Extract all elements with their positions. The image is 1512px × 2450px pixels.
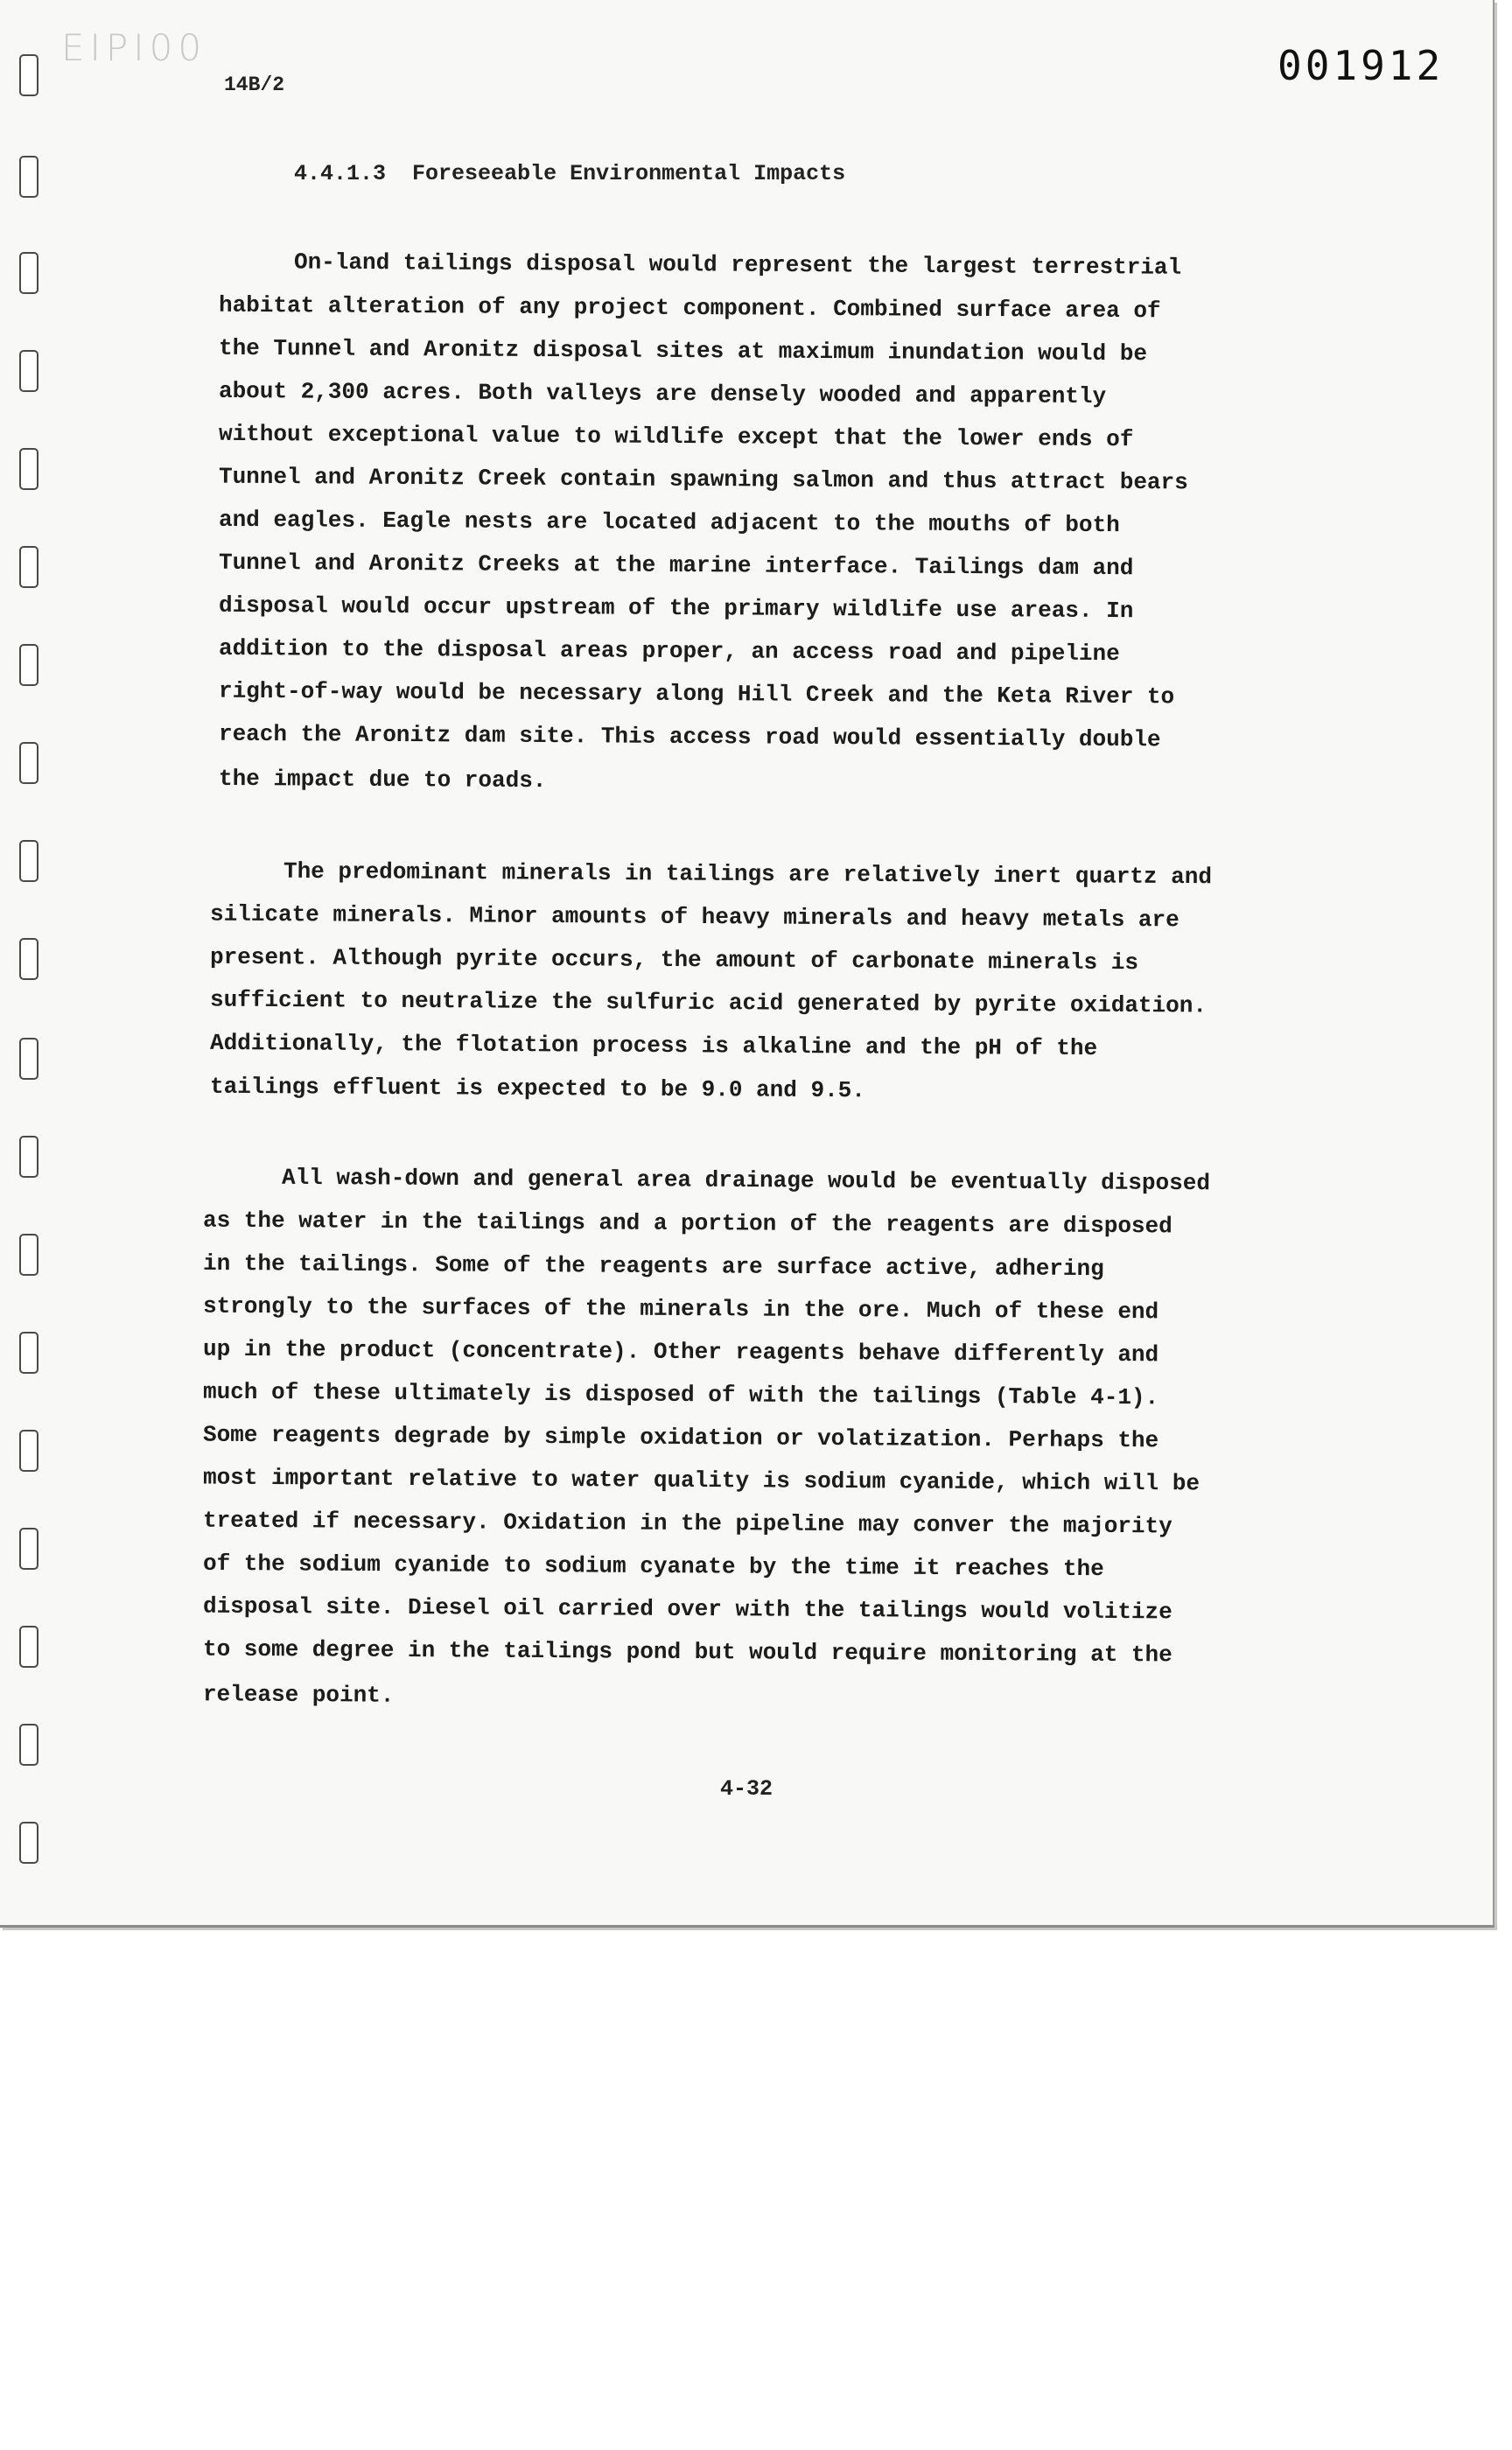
text-line: right-of-way would be necessary along Hill Creek and the Keta River to [218, 677, 1175, 710]
section-title: Foreseeable Environmental Impacts [412, 161, 846, 186]
text-line: to some degree in the tailings pond but would require monitoring at the [202, 1635, 1172, 1669]
binder-hole [19, 1332, 38, 1374]
binder-hole [19, 1038, 38, 1080]
binder-hole [19, 1430, 38, 1472]
text-line: The predominant minerals in tailings are relatively inert quartz and [283, 858, 1213, 891]
section-number: 4.4.1.3 [294, 161, 387, 186]
binder-hole [19, 252, 38, 294]
text-line: disposal site. Diesel oil carried over with the tailings would volitize [202, 1592, 1172, 1626]
text-line: and eagles. Eagle nests are located adjacent to the mouths of both [218, 506, 1120, 539]
text-line: without exceptional value to wildlife except that the lower ends of [218, 420, 1134, 453]
text-line: release point. [202, 1681, 395, 1709]
text-line: much of these ultimately is disposed of with the tailings (Table 4-1). [202, 1378, 1159, 1411]
binder-hole [19, 938, 38, 980]
text-line: Some reagents degrade by simple oxidation or volatization. Perhaps the [202, 1421, 1159, 1454]
corner-stamp: EIPI00 [61, 26, 207, 69]
text-line: sufficient to neutralize the sulfuric acid generated by pyrite oxidation. [209, 986, 1208, 1019]
binder-hole [19, 54, 38, 96]
text-line: strongly to the surfaces of the minerals in the ore. Much of these end [202, 1292, 1159, 1326]
binder-hole [19, 1234, 38, 1276]
binder-hole [19, 644, 38, 686]
text-line: On-land tailings disposal would represent the largest terrestrial [293, 248, 1182, 281]
text-line: most important relative to water quality is sodium cyanide, which will be [202, 1464, 1200, 1497]
binder-hole [19, 1626, 38, 1668]
text-line: about 2,300 acres. Both valleys are densely wooded and apparently [218, 377, 1107, 410]
text-line: habitat alteration of any project component. Combined surface area of [218, 291, 1161, 325]
text-line: up in the product (concentrate). Other reagents behave differently and [202, 1335, 1159, 1368]
binder-hole [19, 1724, 38, 1766]
binder-hole [19, 448, 38, 490]
text-line: of the sodium cyanide to sodium cyanate by the time it reaches the [202, 1550, 1104, 1583]
text-line: Additionally, the flotation process is alkaline and the pH of the [209, 1029, 1098, 1062]
binder-hole [19, 546, 38, 588]
page-number: 4-32 [720, 1776, 774, 1802]
binder-hole [19, 840, 38, 882]
binder-hole [19, 742, 38, 784]
text-line: All wash-down and general area drainage would be eventually disposed [281, 1164, 1211, 1197]
bates-number: 001912 [1278, 42, 1445, 89]
binder-hole [19, 1136, 38, 1178]
text-line: silicate minerals. Minor amounts of heavy minerals and heavy metals are [209, 900, 1180, 934]
text-line: disposal would occur upstream of the primary wildlife use areas. In [218, 592, 1134, 625]
text-line: reach the Aronitz dam site. This access road would essentially double [218, 720, 1161, 753]
binder-hole [19, 1528, 38, 1570]
text-line: the impact due to roads. [218, 765, 547, 794]
binder-hole [19, 156, 38, 198]
text-line: addition to the disposal areas proper, an access road and pipeline [218, 634, 1120, 668]
text-line: as the water in the tailings and a portion of the reagents are disposed [202, 1207, 1172, 1240]
text-line: tailings effluent is expected to be 9.0 and 9.5. [209, 1073, 866, 1104]
text-line: present. Although pyrite occurs, the amount of carbonate minerals is [209, 943, 1139, 976]
document-reference: 14B/2 [224, 74, 285, 96]
text-line: treated if necessary. Oxidation in the pipeline may conver the majority [202, 1507, 1172, 1540]
binder-hole [19, 350, 38, 392]
section-heading [294, 161, 845, 186]
text-line: the Tunnel and Aronitz disposal sites at maximum inundation would be [218, 334, 1148, 368]
text-line: in the tailings. Some of the reagents are surface active, adhering [202, 1250, 1104, 1283]
text-line: Tunnel and Aronitz Creeks at the marine interface. Tailings dam and [218, 549, 1134, 582]
text-line: Tunnel and Aronitz Creek contain spawning salmon and thus attract bears [218, 463, 1188, 496]
binder-hole [19, 1822, 38, 1864]
